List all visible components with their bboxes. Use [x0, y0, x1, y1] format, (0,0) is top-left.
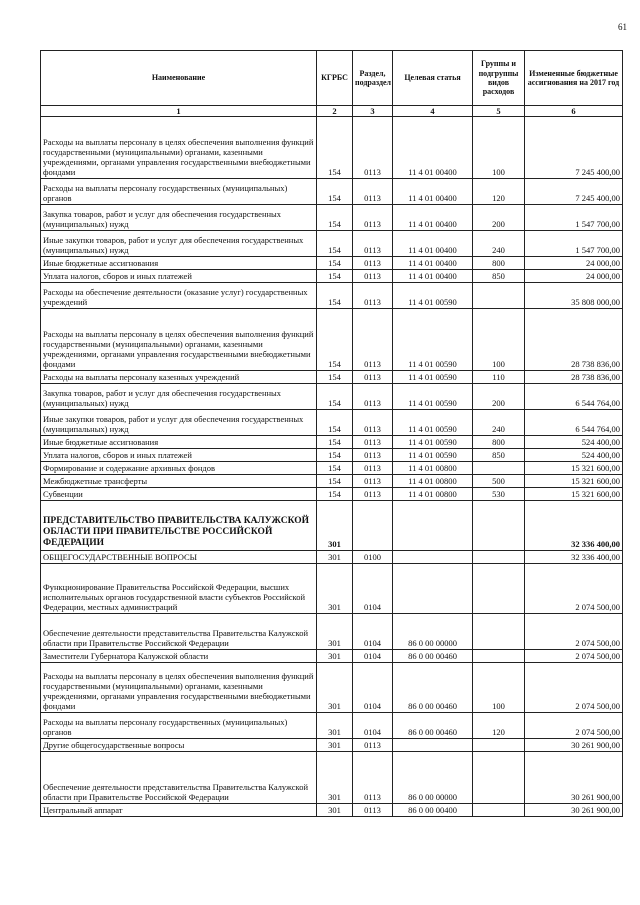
cell-name: Заместители Губернатора Калужской области: [41, 650, 317, 663]
cell-amount: 1 547 700,00: [525, 205, 623, 231]
cell-target: 11 4 01 00400: [393, 117, 473, 179]
cell-kgrbs: 301: [317, 501, 353, 551]
cell-amount: 7 245 400,00: [525, 179, 623, 205]
cell-target: 11 4 01 00590: [393, 283, 473, 309]
cell-name: Иные бюджетные ассигнования: [41, 257, 317, 270]
cell-target: 11 4 01 00400: [393, 205, 473, 231]
table-row: [41, 551, 623, 564]
cell-kgrbs: 301: [317, 713, 353, 739]
cell-target: 86 0 00 00460: [393, 650, 473, 663]
cell-name: Формирование и содержание архивных фондов: [41, 462, 317, 475]
cell-group: 100: [473, 663, 525, 713]
cell-kgrbs: 154: [317, 257, 353, 270]
cell-section: 0113: [353, 752, 393, 804]
cell-target: 86 0 00 00000: [393, 752, 473, 804]
cell-section: 0113: [353, 475, 393, 488]
cell-amount: 6 544 764,00: [525, 410, 623, 436]
cell-section: 0104: [353, 663, 393, 713]
cell-kgrbs: 154: [317, 231, 353, 257]
cell-group: 240: [473, 231, 525, 257]
header-groups: Группы и подгруппы видов расходов: [473, 51, 525, 106]
table-row: [41, 371, 623, 384]
cell-target: 86 0 00 00400: [393, 804, 473, 817]
cell-amount: 30 261 900,00: [525, 752, 623, 804]
cell-kgrbs: 301: [317, 551, 353, 564]
column-number: 5: [473, 106, 525, 117]
cell-kgrbs: 154: [317, 283, 353, 309]
table-row: [41, 179, 623, 205]
table-row: [41, 614, 623, 650]
cell-kgrbs: 154: [317, 449, 353, 462]
cell-name: Расходы на выплаты персоналу казенных учреждений: [41, 371, 317, 384]
cell-amount: 524 400,00: [525, 436, 623, 449]
cell-group: [473, 501, 525, 551]
table-row: [41, 462, 623, 475]
table-row: [41, 449, 623, 462]
cell-target: 11 4 01 00400: [393, 231, 473, 257]
cell-section: 0113: [353, 436, 393, 449]
cell-section: 0113: [353, 449, 393, 462]
cell-name: Уплата налогов, сборов и иных платежей: [41, 449, 317, 462]
table-row: [41, 205, 623, 231]
cell-section: 0113: [353, 179, 393, 205]
cell-amount: 15 321 600,00: [525, 488, 623, 501]
cell-name: Межбюджетные трансферты: [41, 475, 317, 488]
table-row: [41, 752, 623, 804]
cell-amount: 24 000,00: [525, 257, 623, 270]
cell-section: 0113: [353, 231, 393, 257]
cell-group: 500: [473, 475, 525, 488]
cell-group: [473, 564, 525, 614]
table-row: [41, 309, 623, 371]
cell-section: 0104: [353, 650, 393, 663]
cell-section: 0104: [353, 614, 393, 650]
cell-target: [393, 551, 473, 564]
budget-table: [40, 50, 623, 817]
table-row: [41, 739, 623, 752]
cell-kgrbs: 154: [317, 371, 353, 384]
cell-group: 800: [473, 257, 525, 270]
cell-target: 11 4 01 00590: [393, 384, 473, 410]
cell-group: 240: [473, 410, 525, 436]
cell-group: 200: [473, 384, 525, 410]
cell-section: 0113: [353, 283, 393, 309]
cell-group: [473, 551, 525, 564]
table-row: [41, 384, 623, 410]
cell-name: ПРЕДСТАВИТЕЛЬСТВО ПРАВИТЕЛЬСТВА КАЛУЖСКОЙ ОБЛАСТИ ПРИ ПРАВИТЕЛЬСТВЕ РОССИЙСКОЙ ФЕДЕРАЦИИ: [41, 501, 317, 551]
cell-kgrbs: 301: [317, 752, 353, 804]
cell-section: 0113: [353, 309, 393, 371]
cell-name: Функционирование Правительства Российской Федерации, высших исполнительных органов государственной власти субъектов Российской Федерации, местных администраций: [41, 564, 317, 614]
page-number: 61: [618, 22, 627, 32]
cell-kgrbs: 301: [317, 614, 353, 650]
cell-section: 0104: [353, 564, 393, 614]
cell-name: Субвенции: [41, 488, 317, 501]
cell-group: 100: [473, 309, 525, 371]
cell-kgrbs: 154: [317, 475, 353, 488]
cell-kgrbs: 154: [317, 205, 353, 231]
cell-name: Уплата налогов, сборов и иных платежей: [41, 270, 317, 283]
cell-amount: 6 544 764,00: [525, 384, 623, 410]
table-row: [41, 488, 623, 501]
cell-kgrbs: 154: [317, 488, 353, 501]
cell-amount: 15 321 600,00: [525, 475, 623, 488]
cell-kgrbs: 301: [317, 650, 353, 663]
cell-group: 800: [473, 436, 525, 449]
column-number: 1: [41, 106, 317, 117]
cell-amount: 32 336 400,00: [525, 501, 623, 551]
cell-amount: 24 000,00: [525, 270, 623, 283]
cell-target: 11 4 01 00590: [393, 449, 473, 462]
cell-amount: 28 738 836,00: [525, 371, 623, 384]
cell-kgrbs: 301: [317, 804, 353, 817]
cell-section: 0113: [353, 371, 393, 384]
cell-target: 86 0 00 00000: [393, 614, 473, 650]
cell-section: 0113: [353, 205, 393, 231]
cell-target: 11 4 01 00800: [393, 488, 473, 501]
cell-group: [473, 462, 525, 475]
cell-kgrbs: 154: [317, 309, 353, 371]
cell-kgrbs: 154: [317, 410, 353, 436]
cell-target: 11 4 01 00590: [393, 410, 473, 436]
cell-group: [473, 752, 525, 804]
cell-group: [473, 283, 525, 309]
cell-target: [393, 501, 473, 551]
table-row: [41, 257, 623, 270]
cell-name: Центральный аппарат: [41, 804, 317, 817]
cell-kgrbs: 154: [317, 117, 353, 179]
cell-target: 11 4 01 00400: [393, 257, 473, 270]
column-number: 3: [353, 106, 393, 117]
cell-target: [393, 564, 473, 614]
cell-kgrbs: 154: [317, 270, 353, 283]
cell-section: 0113: [353, 410, 393, 436]
cell-name: Обеспечение деятельности представительства Правительства Калужской области при Правительстве Российской Федерации: [41, 614, 317, 650]
cell-name: Расходы на выплаты персоналу государственных (муниципальных) органов: [41, 713, 317, 739]
cell-target: 11 4 01 00590: [393, 436, 473, 449]
cell-target: 11 4 01 00800: [393, 475, 473, 488]
cell-name: Закупка товаров, работ и услуг для обеспечения государственных (муниципальных) нужд: [41, 205, 317, 231]
cell-name: Расходы на выплаты персоналу государственных (муниципальных) органов: [41, 179, 317, 205]
cell-amount: 524 400,00: [525, 449, 623, 462]
cell-kgrbs: 154: [317, 462, 353, 475]
cell-target: 11 4 01 00800: [393, 462, 473, 475]
cell-name: ОБЩЕГОСУДАРСТВЕННЫЕ ВОПРОСЫ: [41, 551, 317, 564]
cell-kgrbs: 301: [317, 663, 353, 713]
cell-kgrbs: 301: [317, 564, 353, 614]
cell-target: 86 0 00 00460: [393, 663, 473, 713]
cell-section: 0113: [353, 462, 393, 475]
cell-section: 0100: [353, 551, 393, 564]
table-row: [41, 436, 623, 449]
cell-amount: 2 074 500,00: [525, 564, 623, 614]
cell-name: Иные закупки товаров, работ и услуг для обеспечения государственных (муниципальных) нужд: [41, 231, 317, 257]
cell-group: [473, 614, 525, 650]
header-kgrbs: КГРБС: [317, 51, 353, 106]
table-row: [41, 804, 623, 817]
cell-group: 850: [473, 449, 525, 462]
cell-group: [473, 804, 525, 817]
cell-section: 0113: [353, 257, 393, 270]
cell-amount: 7 245 400,00: [525, 117, 623, 179]
cell-section: 0113: [353, 488, 393, 501]
cell-kgrbs: 154: [317, 436, 353, 449]
cell-target: 11 4 01 00400: [393, 270, 473, 283]
cell-kgrbs: 154: [317, 384, 353, 410]
cell-amount: 2 074 500,00: [525, 663, 623, 713]
cell-group: 850: [473, 270, 525, 283]
cell-target: 11 4 01 00400: [393, 179, 473, 205]
cell-name: Расходы на выплаты персоналу в целях обеспечения выполнения функций государственными (муниципальными) органами, казенными учреждениями, органами управления государственными внебюджетными фондами: [41, 117, 317, 179]
cell-group: [473, 739, 525, 752]
cell-target: 11 4 01 00590: [393, 371, 473, 384]
table-row: [41, 650, 623, 663]
table-row: [41, 117, 623, 179]
cell-amount: 2 074 500,00: [525, 614, 623, 650]
table-row: [41, 475, 623, 488]
cell-name: Иные закупки товаров, работ и услуг для обеспечения государственных (муниципальных) нужд: [41, 410, 317, 436]
cell-amount: 2 074 500,00: [525, 650, 623, 663]
column-number: 2: [317, 106, 353, 117]
cell-amount: 35 808 000,00: [525, 283, 623, 309]
table-row: [41, 283, 623, 309]
table-row: [41, 564, 623, 614]
cell-group: 100: [473, 117, 525, 179]
cell-name: Расходы на выплаты персоналу в целях обеспечения выполнения функций государственными (муниципальными) органами, казенными учреждениями, органами управления государственными внебюджетными фондами: [41, 309, 317, 371]
table-row: [41, 270, 623, 283]
cell-name: Расходы на выплаты персоналу в целях обеспечения выполнения функций государственными (муниципальными) органами, казенными учреждениями, органами управления государственными внебюджетными фондами: [41, 663, 317, 713]
cell-group: 110: [473, 371, 525, 384]
cell-name: Расходы на обеспечение деятельности (оказание услуг) государственных учреждений: [41, 283, 317, 309]
cell-name: Иные бюджетные ассигнования: [41, 436, 317, 449]
cell-target: 11 4 01 00590: [393, 309, 473, 371]
header-amount: Измененные бюджетные ассигнования на 2017 год: [525, 51, 623, 106]
cell-target: [393, 739, 473, 752]
table-row: [41, 410, 623, 436]
cell-name: Другие общегосударственные вопросы: [41, 739, 317, 752]
cell-section: 0113: [353, 804, 393, 817]
table-row: [41, 231, 623, 257]
table-row: [41, 713, 623, 739]
cell-target: 86 0 00 00460: [393, 713, 473, 739]
cell-amount: 1 547 700,00: [525, 231, 623, 257]
cell-amount: 15 321 600,00: [525, 462, 623, 475]
cell-group: 120: [473, 179, 525, 205]
cell-section: 0113: [353, 270, 393, 283]
cell-section: 0113: [353, 117, 393, 179]
cell-amount: 32 336 400,00: [525, 551, 623, 564]
cell-section: [353, 501, 393, 551]
cell-section: 0104: [353, 713, 393, 739]
cell-name: Обеспечение деятельности представительства Правительства Калужской области при Правительстве Российской Федерации: [41, 752, 317, 804]
cell-name: Закупка товаров, работ и услуг для обеспечения государственных (муниципальных) нужд: [41, 384, 317, 410]
column-number: 6: [525, 106, 623, 117]
header-target: Целевая статья: [393, 51, 473, 106]
header-section: Раздел, подраздел: [353, 51, 393, 106]
table-row: [41, 663, 623, 713]
cell-group: [473, 650, 525, 663]
cell-amount: 30 261 900,00: [525, 804, 623, 817]
cell-amount: 28 738 836,00: [525, 309, 623, 371]
cell-kgrbs: 301: [317, 739, 353, 752]
cell-amount: 30 261 900,00: [525, 739, 623, 752]
header-name: Наименование: [41, 51, 317, 106]
column-number: 4: [393, 106, 473, 117]
cell-group: 120: [473, 713, 525, 739]
cell-amount: 2 074 500,00: [525, 713, 623, 739]
cell-group: 530: [473, 488, 525, 501]
column-number-row: [41, 106, 623, 117]
cell-section: 0113: [353, 739, 393, 752]
table-header-row: [41, 51, 623, 106]
table-row: [41, 501, 623, 551]
cell-kgrbs: 154: [317, 179, 353, 205]
cell-section: 0113: [353, 384, 393, 410]
cell-group: 200: [473, 205, 525, 231]
